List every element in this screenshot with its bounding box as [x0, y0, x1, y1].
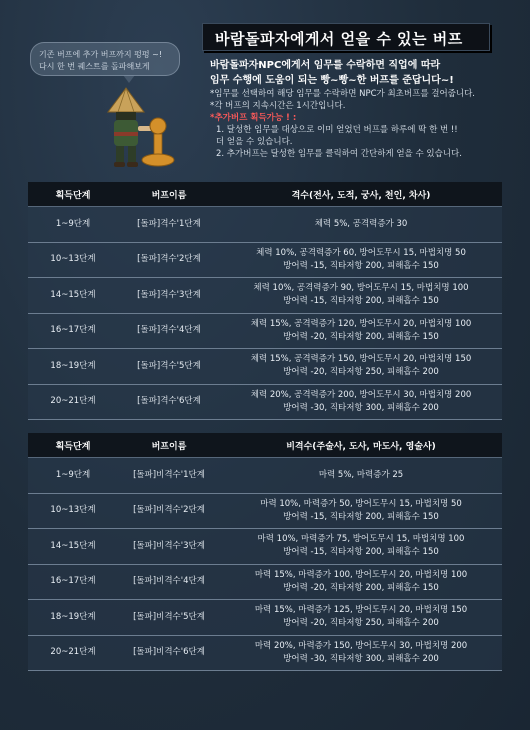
- npc-character-illustration: [100, 82, 190, 172]
- header-buff-name: 버프이름: [118, 182, 220, 207]
- buff-name-cell: [돌파]비격수'5단계: [118, 600, 220, 636]
- effect-cell: [220, 493, 502, 529]
- bubble-line: 기존 버프에 추가 버프까지 펑펑 ~!: [39, 50, 163, 59]
- effect-cell: [220, 600, 502, 636]
- buff-name-cell: [돌파]비격수'4단계: [118, 564, 220, 600]
- buff-name-cell: [돌파]격수'1단계: [118, 207, 220, 243]
- header-buff-name: 버프이름: [118, 433, 220, 458]
- effect-line: 방어력 -20, 직타저항 250, 피해흡수 200: [283, 618, 439, 629]
- effect-cell: [220, 564, 502, 600]
- effect-line: 체력 10%, 공격력증가 60, 방어도무시 15, 마법치명 50: [256, 247, 466, 258]
- buff-name-cell: [돌파]격수'2단계: [118, 242, 220, 278]
- stage-cell: 14~15단계: [28, 278, 118, 314]
- effect-line: 마력 15%, 마력증가 125, 방어도무시 20, 마법치명 150: [254, 605, 468, 616]
- extra-line: 더 얻을 수 있습니다.: [216, 137, 293, 147]
- table-row: [28, 635, 502, 671]
- stage-cell: 14~15단계: [28, 529, 118, 565]
- buff-name-cell: [돌파]비격수'6단계: [118, 635, 220, 671]
- stage-cell: 1~9단계: [28, 458, 118, 494]
- effect-cell: [220, 278, 502, 314]
- header-effect: 격수(전사, 도적, 궁사, 천인, 차사): [220, 182, 502, 207]
- mage-buff-table: [28, 433, 502, 671]
- table-row: [28, 600, 502, 636]
- effect-line: 방어력 -15, 직타저항 200, 피해흡수 150: [283, 511, 439, 522]
- effect-line: 방어력 -15, 직타저항 200, 피해흡수 150: [283, 296, 439, 307]
- page-title-bar: [202, 23, 490, 51]
- effect-line: 마력 10%, 마력증가 50, 방어도무시 15, 마법치명 50: [260, 498, 462, 509]
- effect-line: 체력 10%, 공격력증가 90, 방어도무시 15, 마법치명 100: [253, 283, 469, 294]
- effect-cell: [220, 384, 502, 420]
- intro-text: [210, 58, 520, 160]
- warrior-buff-table: [28, 182, 502, 420]
- buff-name-cell: [돌파]격수'5단계: [118, 349, 220, 385]
- effect-line: 마력 5%, 마력증가 25: [318, 469, 404, 480]
- stage-cell: 10~13단계: [28, 493, 118, 529]
- effect-line: 방어력 -20, 직타저항 200, 피해흡수 150: [283, 331, 439, 342]
- intro-note: *각 버프의 지속시간은 1시간입니다.: [210, 101, 346, 111]
- effect-line: 방어력 -15, 직타저항 200, 피해흡수 150: [283, 260, 439, 271]
- stage-cell: 16~17단계: [28, 564, 118, 600]
- table-row: [28, 529, 502, 565]
- effect-line: 체력 15%, 공격력증가 120, 방어도무시 20, 마법치명 100: [250, 318, 472, 329]
- effect-cell: [220, 458, 502, 494]
- page-title: 바람돌파자에게서 얻을 수 있는 버프: [215, 30, 463, 48]
- extra-line: 2. 추가버프는 달성한 임무를 클릭하여 간단하게 얻을 수 있습니다.: [216, 149, 462, 159]
- table-row: [28, 458, 502, 494]
- stage-cell: 16~17단계: [28, 313, 118, 349]
- effect-cell: [220, 529, 502, 565]
- table-row: [28, 384, 502, 420]
- intro-line: 임무 수행에 도움이 되는 빵~빵~한 버프를 준답니다~!: [210, 75, 454, 86]
- effect-line: 마력 15%, 마력증가 100, 방어도무시 20, 마법치명 100: [254, 569, 468, 580]
- effect-line: 방어력 -20, 직타저항 250, 피해흡수 200: [283, 367, 439, 378]
- header-stage: 획득단계: [28, 433, 118, 458]
- table-row: [28, 207, 502, 243]
- extra-line: 1. 달성한 임무를 대상으로 이미 얻었던 버프를 하루에 딱 한 번 !!: [216, 125, 458, 135]
- effect-cell: [220, 635, 502, 671]
- table-row: [28, 564, 502, 600]
- table-row: [28, 242, 502, 278]
- effect-line: 방어력 -20, 직타저항 200, 피해흡수 150: [283, 582, 439, 593]
- table-row: [28, 493, 502, 529]
- effect-cell: [220, 313, 502, 349]
- header-stage: 획득단계: [28, 182, 118, 207]
- buff-name-cell: [돌파]비격수'3단계: [118, 529, 220, 565]
- table-header-row: [28, 182, 502, 207]
- buff-name-cell: [돌파]비격수'1단계: [118, 458, 220, 494]
- bubble-line: 다시 한 번 퀘스트를 돌파해보게: [39, 62, 150, 71]
- stage-cell: 20~21단계: [28, 384, 118, 420]
- effect-line: 방어력 -30, 직타저항 300, 피해흡수 200: [283, 402, 439, 413]
- stage-cell: 1~9단계: [28, 207, 118, 243]
- intro-note: *임무를 선택하여 해당 임무를 수락하면 NPC가 최초버프를 걸어줍니다.: [210, 89, 475, 99]
- header-effect: 비격수(주술사, 도사, 마도사, 영술사): [220, 433, 502, 458]
- npc-speech-bubble: [30, 42, 180, 76]
- table-header-row: [28, 433, 502, 458]
- effect-line: 마력 20%, 마력증가 150, 방어도무시 30, 마법치명 200: [254, 640, 468, 651]
- stage-cell: 10~13단계: [28, 242, 118, 278]
- table-row: [28, 349, 502, 385]
- effect-cell: [220, 349, 502, 385]
- stage-cell: 18~19단계: [28, 600, 118, 636]
- effect-line: 방어력 -15, 직타저항 200, 피해흡수 150: [283, 547, 439, 558]
- stage-cell: 20~21단계: [28, 635, 118, 671]
- effect-cell: [220, 207, 502, 243]
- table-body: [28, 207, 502, 420]
- effect-line: 방어력 -30, 직타저항 300, 피해흡수 200: [283, 653, 439, 664]
- extra-buff-title: *추가버프 획득가능 ! :: [210, 113, 297, 123]
- effect-line: 마력 10%, 마력증가 75, 방어도무시 15, 마법치명 100: [257, 534, 465, 545]
- effect-cell: [220, 242, 502, 278]
- effect-line: 체력 5%, 공격력증가 30: [314, 218, 408, 229]
- effect-line: 체력 20%, 공격력증가 200, 방어도무시 30, 마법치명 200: [250, 389, 472, 400]
- intro-line: 바람돌파자NPC에게서 임무를 수락하면 직업에 따라: [210, 60, 441, 71]
- table-body: [28, 458, 502, 671]
- table-row: [28, 278, 502, 314]
- buff-name-cell: [돌파]격수'4단계: [118, 313, 220, 349]
- buff-name-cell: [돌파]격수'3단계: [118, 278, 220, 314]
- effect-line: 체력 15%, 공격력증가 150, 방어도무시 20, 마법치명 150: [250, 354, 472, 365]
- stage-cell: 18~19단계: [28, 349, 118, 385]
- table-row: [28, 313, 502, 349]
- buff-name-cell: [돌파]격수'6단계: [118, 384, 220, 420]
- buff-name-cell: [돌파]비격수'2단계: [118, 493, 220, 529]
